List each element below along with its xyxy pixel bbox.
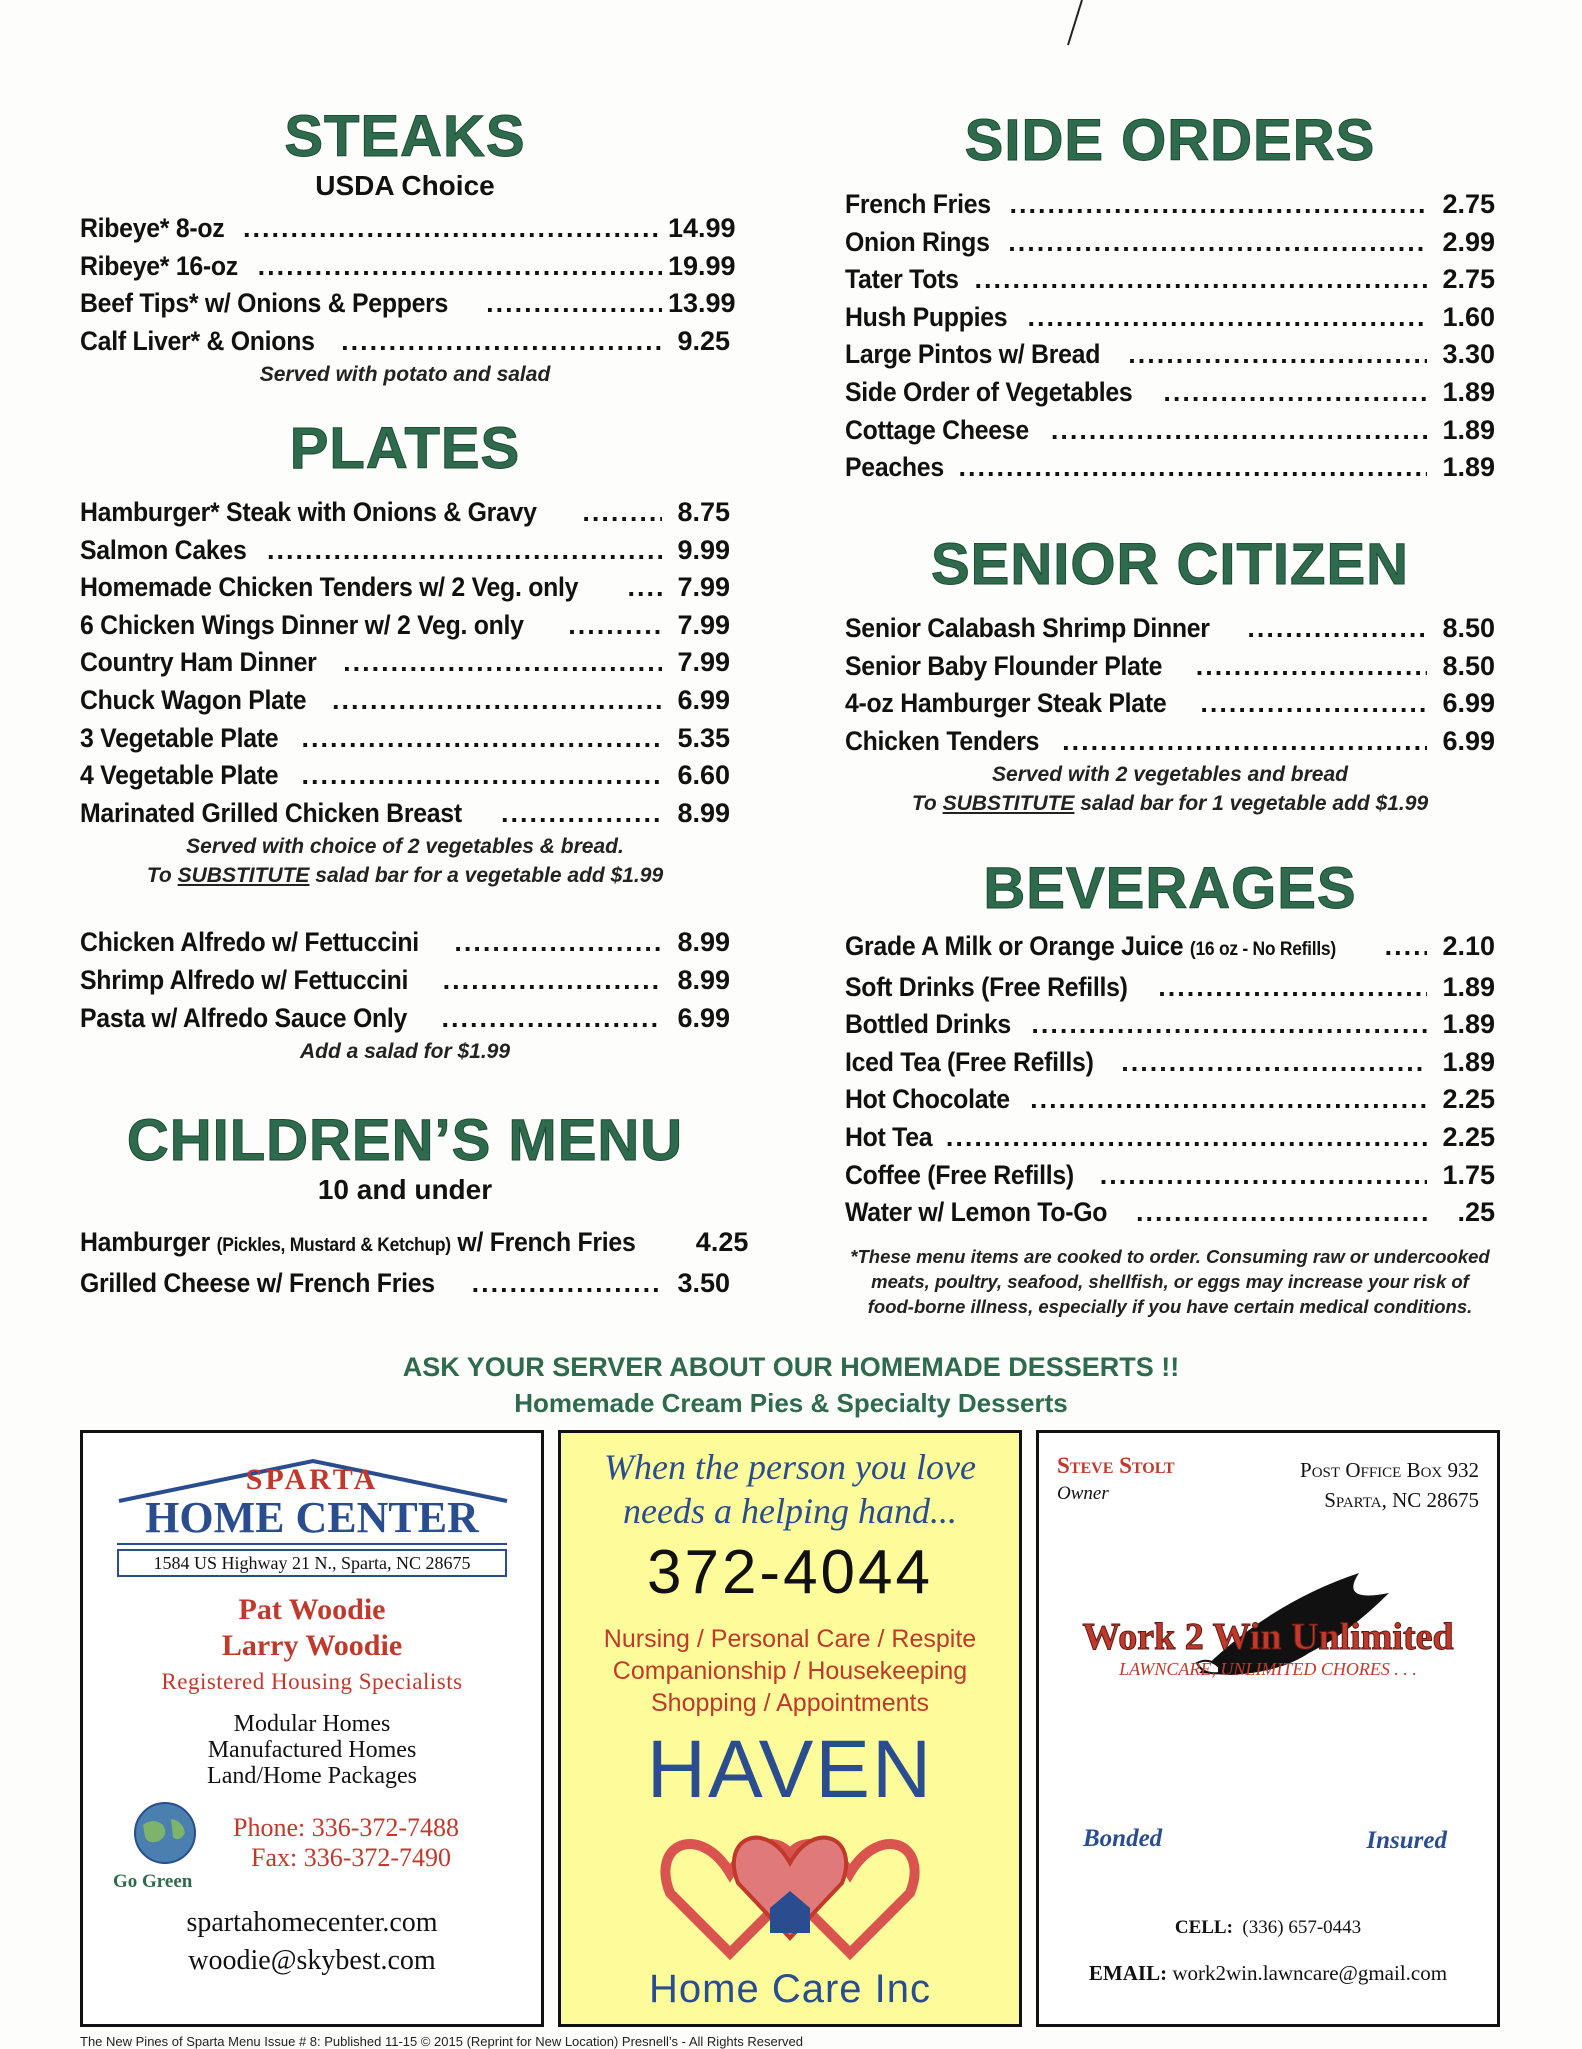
menu-item [845,449,1495,487]
pasta-note: Add a salad for $1.99 [299,1040,511,1064]
insured-label: Insured [1366,1827,1447,1854]
item-price: 8.99 [677,797,730,828]
menu-item [845,299,1495,337]
leader-dots [1009,186,1427,224]
item-name: Chicken Alfredo w/ Fettuccini [80,927,419,958]
menu-item [80,1000,730,1038]
address-line: Post Office Box 932 [1300,1458,1479,1482]
desserts-subbanner: Homemade Cream Pies & Specialty Desserts [514,1388,1068,1418]
item-name: Pasta w/ Alfredo Sauce Only [80,1002,408,1033]
leader-dots [958,449,1427,487]
item-name: Country Ham Dinner [80,647,317,678]
item-name: Senior Calabash Shrimp Dinner [845,613,1210,643]
menu-item [80,795,730,833]
leader-dots [1031,1006,1427,1044]
children-section [80,1108,749,1302]
menu-item [845,186,1495,224]
menu-item [80,682,730,720]
go-green-label: Go Green [113,1871,193,1892]
menu-item [80,1265,730,1303]
menu-item [80,924,730,962]
beverages-list [845,969,1495,1232]
leader-dots [1385,928,1427,966]
item-name [80,1224,635,1265]
item-price: 1.60 [1442,301,1495,332]
item-price: 2.10 [1442,931,1495,961]
item-name: Ribeye* 8-oz [80,213,225,243]
item-price: 6.99 [1442,725,1495,756]
brand-name: Work 2 Win Unlimited [1082,1616,1454,1658]
item-name: 6 Chicken Wings Dinner w/ 2 Veg. only [80,609,524,640]
item-price: 2.99 [1442,226,1495,257]
item-name: French Fries [845,189,991,219]
leader-dots [443,962,662,1000]
senior-section [845,532,1495,818]
service-item: Modular Homes [233,1711,391,1737]
item-price: 1.89 [1442,414,1495,445]
menu-item [845,374,1495,412]
menu-item [80,757,730,795]
item-name-text: Hamburger [80,1227,211,1257]
menu-item [845,969,1495,1007]
item-name: Grilled Cheese w/ French Fries [80,1267,435,1298]
leader-dots [1200,685,1427,723]
menu-item [80,248,736,286]
senior-note-1: Served with 2 vegetables and bread [992,763,1348,787]
item-name: Hamburger* Steak with Onions & Gravy [80,497,537,527]
senior-list [845,610,1495,760]
leader-dots [975,261,1427,299]
leader-dots [343,644,662,682]
owner-title: Owner [1057,1483,1109,1504]
menu-item [845,648,1495,686]
company-name: Home Care Inc [649,1967,931,2011]
menu-item [845,412,1495,450]
email [1039,1961,1497,1986]
item-detail: (16 oz - No Refills) [1189,939,1336,960]
item-name: Onion Rings [845,226,990,257]
steaks-section [80,104,736,389]
address-line: Sparta, NC 28675 [1324,1488,1479,1512]
logo-top-text: SPARTA [245,1463,379,1496]
steaks-subtitle: USDA Choice [315,170,495,201]
menu-item [845,1157,1495,1195]
children-subtitle: 10 and under [317,1174,493,1205]
item-name: Tater Tots [845,264,959,295]
item-price: 6.99 [677,1002,730,1033]
cell-phone [1039,1917,1497,1939]
menu-item [80,532,730,570]
item-price: 6.60 [677,760,730,791]
item-price: 7.99 [677,609,730,640]
beverages-heading: BEVERAGES [983,856,1357,921]
menu-item [80,285,736,323]
plates-note-1: Served with choice of 2 vegetables & bread. [186,835,624,859]
note-emphasis: SUBSTITUTE [177,864,310,888]
item-price: 1.89 [1442,1009,1495,1040]
item-name: Shrimp Alfredo w/ Fettuccini [80,964,409,995]
leader-dots [1027,299,1427,337]
sides-section [845,108,1495,487]
leader-dots [258,248,662,286]
item-name: Hush Puppies [845,301,1008,332]
item-name: Soft Drinks (Free Refills) [845,971,1128,1002]
leader-dots [243,210,662,248]
service-item: Manufactured Homes [207,1737,417,1763]
leader-dots [302,757,662,795]
leader-dots [627,569,662,607]
tagline [561,1445,1019,1533]
website-link[interactable]: spartahomecenter.com [186,1907,438,1938]
item-price: 3.50 [677,1267,730,1298]
ad-sparta-home-center [80,1430,544,2027]
leader-dots [302,720,662,758]
leader-dots [582,494,662,532]
menu-item [80,323,730,361]
menu-item [80,962,730,1000]
plates-note-2 [80,861,730,890]
item-name: Calf Liver* & Onions [80,325,315,356]
item-name: Iced Tea (Free Refills) [845,1046,1094,1077]
menu-item [845,336,1495,374]
menu-item [80,210,736,248]
item-name: 4-oz Hamburger Steak Plate [845,688,1167,719]
service-item: Land/Home Packages [207,1763,417,1789]
menu-item [845,224,1495,262]
scan-mark [1060,0,1090,50]
item-price: 8.75 [677,497,730,527]
hearts-house-icon [640,1813,940,1963]
leader-dots [1163,374,1427,412]
item-price: 19.99 [668,250,736,281]
sides-list [845,186,1495,487]
leader-dots [1051,412,1427,450]
contact-title: Registered Housing Specialists [161,1669,463,1694]
menu-item [80,494,730,532]
item-name: Bottled Drinks [845,1009,1011,1040]
menu-item [845,261,1495,299]
pasta-list [80,924,730,1037]
item-detail: (Pickles, Mustard & Ketchup) [216,1235,451,1256]
menu-item [80,1224,749,1265]
note-text: salad bar for a vegetable add $1.99 [315,864,664,888]
note-emphasis: SUBSTITUTE [942,792,1075,816]
tagline-line: needs a helping hand... [623,1491,957,1531]
item-name: Large Pintos w/ Bread [845,339,1101,370]
ad-haven-home-care [558,1430,1022,2027]
cell-label: CELL: [1174,1917,1233,1938]
item-name: Beef Tips* w/ Onions & Peppers [80,288,449,319]
menu-item [80,644,730,682]
item-price: 8.99 [677,964,730,995]
footer-copyright: The New Pines of Sparta Menu Issue # 8: Published 11-15 © 2015 (Reprint for New Location) Presnell’s - All Rights Reserved [80,2034,804,2049]
phone: Phone: 336-372-7488 [233,1813,460,1842]
menu-item [845,1006,1495,1044]
item-name: Cottage Cheese [845,414,1029,445]
menu-item [80,569,730,607]
leader-dots [472,1265,662,1303]
item-price: 9.25 [677,325,730,356]
leader-dots [1128,336,1427,374]
email-link[interactable]: work2win.lawncare@gmail.com [1172,1961,1448,1985]
leader-dots [1247,610,1427,648]
leader-dots [267,532,662,570]
menu-item [845,685,1495,723]
tagline-line: When the person you love [604,1447,976,1487]
item-name: Ribeye* 16-oz [80,250,238,281]
plates-list [80,494,730,832]
leader-dots [1062,723,1427,761]
mailing-address [1300,1455,1479,1515]
item-price: 6.99 [677,684,730,715]
services [83,1711,541,1789]
item-name: 3 Vegetable Plate [80,722,279,753]
menu-item [845,1081,1495,1119]
desserts-banner: ASK YOUR SERVER ABOUT OUR HOMEMADE DESSERTS !! [402,1352,1180,1382]
item-price: 3.30 [1442,339,1495,370]
item-name: Water w/ Lemon To-Go [845,1197,1108,1228]
item-name: Hot Chocolate [845,1084,1010,1115]
item-price: 1.89 [1442,452,1495,483]
senior-note-2 [845,789,1495,818]
item-price: 14.99 [668,213,736,243]
leader-dots [332,682,662,720]
beverages-section [845,856,1495,1319]
children-heading: CHILDREN’S MENU [126,1108,684,1173]
leader-dots [486,285,662,323]
item-name: 4 Vegetable Plate [80,760,279,791]
menu-item [845,1119,1495,1157]
leader-dots [1158,969,1427,1007]
item-name: Senior Baby Flounder Plate [845,650,1163,681]
item-price: 5.35 [677,722,730,753]
leader-dots [1030,1081,1427,1119]
leader-dots [341,323,662,361]
item-name-text: Grade A Milk or Orange Juice [845,931,1184,961]
address: 1584 US Highway 21 N., Sparta, NC 28675 [117,1549,507,1577]
plates-section [80,416,730,1066]
item-price: 9.99 [677,534,730,565]
brand-name: HAVEN [646,1724,934,1815]
email-label: EMAIL: [1088,1961,1168,1985]
item-price: 8.99 [677,927,730,958]
phone-number: 372-4044 [646,1538,934,1607]
leader-dots [501,795,662,833]
note-text: To [911,792,937,816]
item-name: Side Order of Vegetables [845,376,1133,407]
item-price: 2.25 [1442,1084,1495,1115]
services [561,1623,1019,1719]
disclaimer-line: food-borne illness, especially if you have certain medical conditions. [867,1295,1473,1317]
item-price: 7.99 [677,572,730,603]
item-price: 2.75 [1442,264,1495,295]
leader-dots [568,607,662,645]
leader-dots [1136,1194,1427,1232]
menu-item [845,1194,1495,1232]
item-price: 6.99 [1442,688,1495,719]
item-name: Marinated Grilled Chicken Breast [80,797,462,828]
item-name: Hot Tea [845,1121,933,1152]
menu-item [845,928,1495,969]
item-name-text: w/ French Fries [457,1227,636,1257]
item-price: 1.89 [1442,971,1495,1002]
item-name: Coffee (Free Refills) [845,1159,1074,1190]
item-name: Chuck Wagon Plate [80,684,307,715]
sides-heading: SIDE ORDERS [964,108,1376,173]
item-price: 7.99 [677,647,730,678]
service-item: Nursing / Personal Care / Respite [603,1625,977,1653]
disclaimer-line: *These menu items are cooked to order. Consuming raw or undercooked [850,1245,1490,1267]
menu-item [845,723,1495,761]
item-price: 13.99 [668,288,736,319]
leader-dots [946,1119,1427,1157]
item-price: 1.89 [1442,376,1495,407]
steaks-heading: STEAKS [284,104,526,169]
item-name [845,928,1336,969]
item-name: Peaches [845,452,944,483]
fax: Fax: 336-372-7490 [251,1843,452,1872]
leader-dots [1121,1044,1427,1082]
menu-item [845,1044,1495,1082]
menu-item [845,610,1495,648]
contact-name: Larry Woodie [221,1629,403,1662]
bonded-label: Bonded [1083,1825,1163,1852]
menu-item [80,607,730,645]
senior-heading: SENIOR CITIZEN [930,532,1410,597]
item-name: Chicken Tenders [845,725,1040,756]
leader-dots [1100,1157,1427,1195]
note-text: To [146,864,172,888]
note-text: salad bar for 1 vegetable add $1.99 [1080,792,1429,816]
item-price: 2.75 [1442,189,1495,219]
item-price: 1.75 [1442,1159,1495,1190]
item-price: .25 [1457,1197,1495,1228]
leader-dots [442,1000,662,1038]
owner-name: Steve Stolt [1057,1453,1175,1478]
steaks-list [80,210,736,360]
plates-heading: PLATES [289,416,521,481]
ad-work-2-win [1036,1430,1500,2027]
leader-dots [1196,648,1427,686]
service-item: Companionship / Housekeeping [612,1657,968,1685]
item-price: 2.25 [1442,1121,1495,1152]
item-price: 8.50 [1442,613,1495,643]
leader-dots [1008,224,1427,262]
steaks-note: Served with potato and salad [259,363,551,387]
leader-dots [454,924,662,962]
service-item: Shopping / Appointments [651,1689,929,1717]
email-link[interactable]: woodie@skybest.com [188,1945,436,1976]
item-name: Salmon Cakes [80,534,247,565]
item-price: 1.89 [1442,1046,1495,1077]
contact-name: Pat Woodie [238,1593,386,1626]
item-name: Homemade Chicken Tenders w/ 2 Veg. only [80,572,579,603]
item-price: 8.50 [1442,650,1495,681]
logo-main-text: HOME CENTER [117,1493,507,1545]
globe-icon [125,1799,205,1869]
item-price: 4.25 [695,1227,749,1257]
menu-item [80,720,730,758]
brand-tagline: LAWNCARE, UNLIMITED CHORES . . . [1119,1659,1417,1679]
disclaimer-line: meats, poultry, seafood, shellfish, or eggs may increase your risk of [871,1270,1469,1292]
cell-number: (336) 657-0443 [1242,1917,1362,1938]
